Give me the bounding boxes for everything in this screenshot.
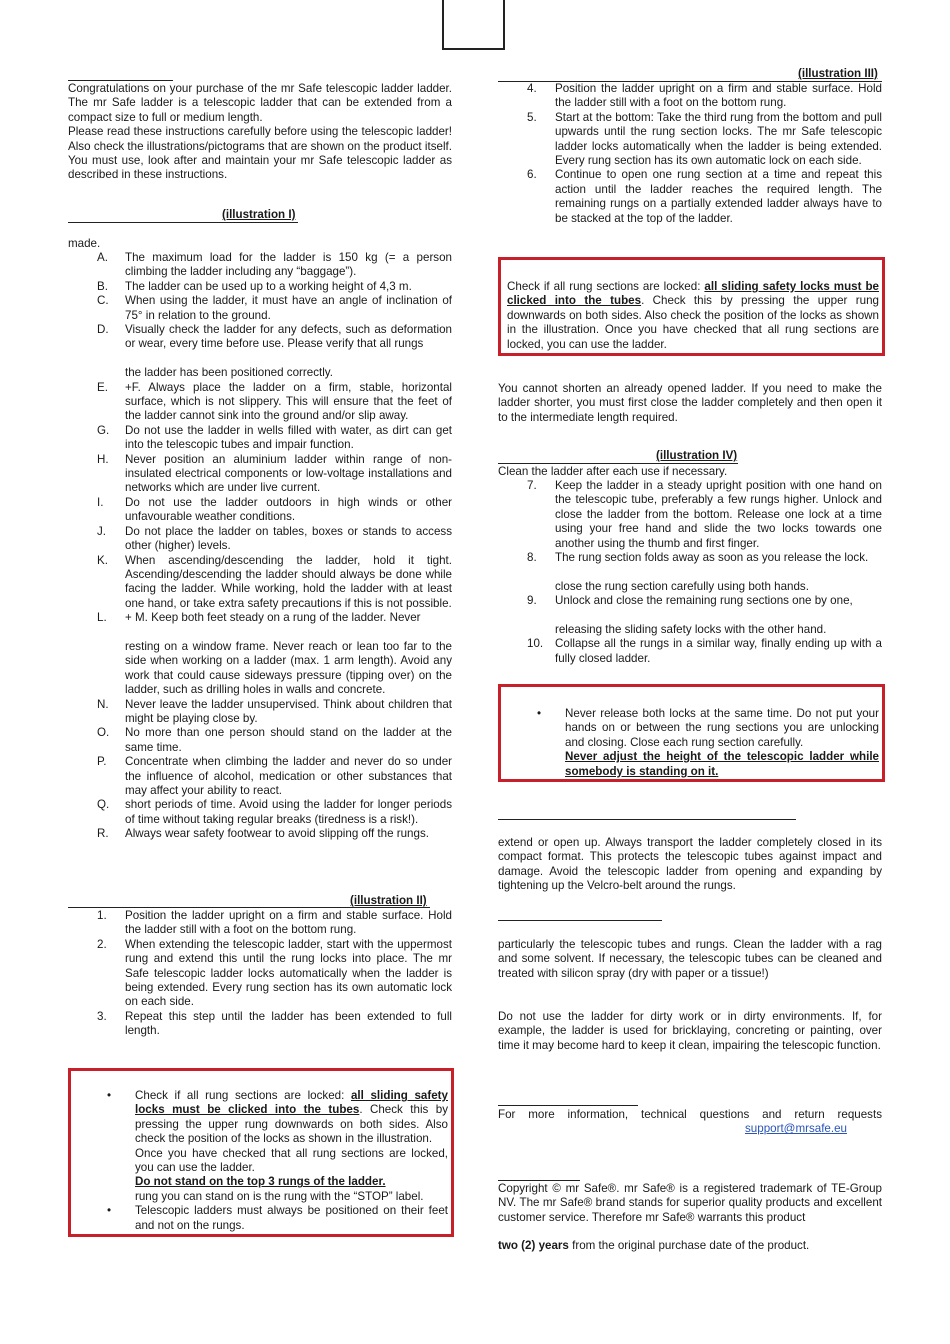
list-item-text: Position the ladder upright on a firm and stable surface. Hold the ladder still with a foot on the bottom rung. — [125, 909, 452, 937]
section-rule — [68, 80, 173, 81]
safety-item — [68, 611, 452, 625]
transport-text: extend or open up. Always transport the ladder completely closed in its compact format. This protects the telescopic tubes against impact and damage. Avoid the telescopic ladder from opening and expanding by tightening up the Velcro-belt around the rungs. — [498, 836, 882, 893]
list-marker: 6. — [527, 168, 537, 182]
list-item-text: resting on a window frame. Never reach or lean too far to the side when working on a ladder (max. 1 arm length). Avoid any work that could cause sideways pressure (tipping over) on the ladder, such as drilling holes in walls and concrete. — [125, 639, 452, 697]
list-item-text: When extending the telescopic ladder, start with the uppermost rung and extend this until the rung locks into place. The mr Safe telescopic ladder locks automatically when the ladder is being extended. Every rung section has its own automatic lock on each side. — [125, 937, 452, 1009]
list-marker: L. — [97, 611, 107, 625]
intro-text — [68, 82, 452, 183]
list-item-text: Repeat this step until the ladder has been extended to full length. — [125, 1009, 452, 1038]
safety-item — [68, 726, 452, 755]
warning-box — [68, 1068, 454, 1237]
list-item-text: Continue to open one rung section at a time and repeat this action until the ladder reaches the required length. The remaining rungs on a partially extended ladder always have to be stacked at the top of the ladder. — [555, 168, 882, 225]
section-rule — [498, 1105, 638, 1106]
safety-item — [68, 525, 452, 554]
warranty-text: two (2) years from the original purchase date of the product. — [498, 1239, 810, 1252]
intro-paragraph: Please read these instructions carefully before using the telescopic ladder! Also check the illustrations/pictograms that are shown on the product itself. You must use, look after and maintain your mr Safe telescopic ladder as described in these instructions. — [68, 125, 452, 182]
list-marker: 5. — [527, 110, 537, 124]
step-item — [498, 82, 882, 111]
safety-item — [68, 827, 452, 841]
bullet-icon: • — [107, 1089, 112, 1102]
dirty-work-text: Do not use the ladder for dirty work or in dirty environments. If, for example, the ladder is used for bricklaying, concreting or painting, over time it may become hard to keep it clean, impairing the telescopic function. — [498, 1010, 882, 1052]
warranty-period: two (2) years — [498, 1239, 569, 1252]
safety-item — [68, 352, 452, 366]
warning-bullet: • Telescopic ladders must always be positioned on their feet and not on the rungs. — [107, 1204, 448, 1232]
warning-emphasis: all sliding safety locks must be clicked into the tubes — [135, 1089, 448, 1117]
list-item-text: Keep the ladder in a steady upright position with one hand on the telescopic tube, preferably a few rungs higher. Unlock and close the ladder from the bottom. Release one lock at a time using your free hand and slide the two locks towards one another using the thumb and first finger. — [555, 479, 882, 550]
list-item-text: short periods of time. Avoid using the ladder for longer periods of time without taking regular breaks (tiredness is a risk!). — [125, 798, 452, 826]
maintenance-text: particularly the telescopic tubes and rungs. Clean the ladder with a rag and some solvent. If necessary, the telescopic tubes can be cleaned and treated with silicon spray (dry with paper or a tissue!) — [498, 938, 882, 980]
close-steps-list — [498, 479, 882, 666]
safety-item — [68, 251, 452, 280]
list-item-text: Do not use the ladder outdoors in high winds or other unfavourable weather conditions. — [125, 495, 452, 524]
list-item-text: When using the ladder, it must have an angle of inclination of 75° in relation to the ground. — [125, 294, 452, 322]
list-marker: 3. — [97, 1009, 107, 1023]
list-marker: P. — [97, 755, 107, 769]
warning-line: Once you have checked that all rung sections are locked, you can use the ladder. — [135, 1146, 448, 1175]
list-marker: A. — [97, 251, 108, 264]
warning-emphasis: Never adjust the height of the telescopic ladder while somebody is standing on it. — [565, 750, 879, 778]
extend-steps-list-b — [498, 82, 882, 226]
list-item-text: + M. Keep both feet steady on a rung of the ladder. Never — [125, 611, 421, 625]
illustration-label: (illustration IV) — [656, 449, 738, 462]
list-item-text: Never leave the ladder unsupervised. Think about children that might be playing close by. — [125, 697, 452, 725]
list-item-text: Position the ladder upright on a firm and stable surface. Hold the ladder still with a foot on the bottom rung. — [555, 82, 882, 110]
intro-paragraph: Congratulations on your purchase of the mr Safe telescopic ladder ladder. The mr Safe ladder is a telescopic ladder that can be extended from a compact size to full or medium length. — [68, 82, 452, 124]
safety-item — [68, 381, 452, 424]
step-item — [498, 565, 882, 579]
list-marker: Q. — [97, 798, 110, 812]
step-item — [68, 938, 452, 1010]
list-item-text: The ladder can be used up to a working height of 4,3 m. — [125, 279, 412, 293]
step-item — [68, 1010, 452, 1039]
warning-box: Check if all rung sections are locked: all sliding safety locks must be clicked into the tubes. Check this by pressing the upper rung downwards on both sides. Also check the position of the locks as shown in the illustration. Once you have checked that all rung sections are locked, you can use the ladder. — [498, 257, 885, 356]
page-number-box — [442, 0, 505, 50]
list-item-text: Do not place the ladder on tables, boxes or stands to access other (higher) levels. — [125, 524, 452, 553]
extend-steps-list — [68, 909, 452, 1039]
safety-item — [68, 798, 452, 827]
copyright-text: Copyright © mr Safe®. mr Safe® is a registered trademark of TE-Group NV. The mr Safe® brand stands for superior quality products and excellent customer service. Therefore mr Safe® warrants this product — [498, 1182, 882, 1224]
list-marker: J. — [97, 524, 107, 538]
step-item — [498, 551, 882, 565]
section-rule — [498, 1180, 580, 1181]
warning-emphasis: all sliding safety locks must be clicked into the tubes — [507, 280, 879, 308]
list-marker: H. — [97, 452, 109, 466]
safety-item — [68, 626, 452, 640]
list-item-text: Visually check the ladder for any defects, such as deformation or wear, every time before use. Please verify that all rungs — [125, 323, 452, 351]
list-marker: 9. — [527, 594, 537, 608]
safety-item — [68, 755, 452, 798]
safety-item — [68, 323, 452, 352]
list-item-text: Always wear safety footwear to avoid slipping off the rungs. — [125, 827, 429, 841]
warning-line: rung you can stand on is the rung with the “STOP” label. — [135, 1189, 424, 1203]
list-item-text: The maximum load for the ladder is 150 kg (= a person climbing the ladder including any “baggage”). — [125, 251, 452, 279]
bullet-icon: • — [537, 707, 542, 720]
list-item-text: Never position an aluminium ladder within range of non-insulated electrical components or low-voltage installations and networks which are under live current. — [125, 452, 452, 495]
list-item-text: Do not use the ladder in wells filled with water, as dirt can get into the telescopic tubes and impair function. — [125, 423, 452, 452]
safety-item — [68, 698, 452, 727]
list-marker: I. — [97, 495, 104, 509]
support-email-link[interactable]: support@mrsafe.eu — [745, 1122, 847, 1136]
list-item-text: Unlock and close the remaining rung sections one by one, — [555, 594, 853, 608]
list-marker: D. — [97, 323, 109, 337]
made-text: made. — [68, 237, 101, 250]
safety-item — [68, 424, 452, 453]
safety-item — [68, 294, 452, 323]
step-item — [498, 479, 882, 551]
shorten-text: You cannot shorten an already opened ladder. If you need to make the ladder shorter, you must first close the ladder completely and then open it to the intermediate length required. — [498, 382, 882, 424]
section-rule — [498, 819, 796, 820]
illustration-label: (illustration I) — [222, 208, 296, 221]
illustration-label: (illustration III) — [798, 67, 878, 80]
safety-item — [68, 640, 452, 698]
safety-item — [68, 453, 452, 496]
list-marker: N. — [97, 697, 109, 711]
step-item — [498, 609, 882, 623]
clean-note: Clean the ladder after each use if necessary. — [498, 465, 728, 478]
warning-emphasis: Do not stand on the top 3 rungs of the ladder. — [135, 1175, 386, 1189]
step-item — [498, 580, 882, 594]
step-item — [68, 909, 452, 938]
contact-text — [498, 1108, 882, 1137]
safety-item — [68, 366, 452, 380]
safety-item — [68, 280, 452, 294]
list-marker: G. — [97, 423, 110, 437]
warning-box — [498, 684, 885, 782]
list-marker: 2. — [97, 937, 107, 951]
safety-item — [68, 554, 452, 612]
list-marker: E. — [97, 380, 108, 394]
bullet-icon: • — [107, 1204, 112, 1218]
step-item — [498, 111, 882, 169]
step-item — [498, 594, 882, 608]
step-item — [498, 168, 882, 226]
list-marker: C. — [97, 294, 109, 308]
list-marker: 8. — [527, 551, 537, 565]
list-item-text: The rung section folds away as soon as you release the lock. — [555, 551, 869, 565]
list-item-text: Concentrate when climbing the ladder and never do so under the influence of alcohol, medication or other substances that may affect your ability to react. — [125, 755, 452, 797]
list-item-text: close the rung section carefully using both hands. — [555, 579, 809, 593]
warning-bullet: • Never release both locks at the same time. Do not put your hands on or between the rung sections you are unlocking and closing. Close each rung section carefully. Never adjust the height of the telescopic ladder while somebody is standing on it. — [537, 707, 879, 778]
contact-line: For more information, technical questions and return requests — [498, 1108, 882, 1121]
list-marker: O. — [97, 726, 110, 740]
list-marker: K. — [97, 553, 108, 567]
step-item — [498, 637, 882, 666]
list-item-text: Start at the bottom: Take the third rung from the bottom and pull upwards until the rung section locks. The mr Safe telescopic ladder locks automatically when the ladder is being extended. Every rung section has its own automatic lock on each side. — [555, 110, 882, 168]
list-item-text: No more than one person should stand on the ladder at the same time. — [125, 726, 452, 754]
list-marker: B. — [97, 279, 108, 293]
safety-list — [68, 251, 452, 842]
warning-bullet: • Check if all rung sections are locked: all sliding safety locks must be clicked into the tubes. Check this by pressing the upper rung downwards on both sides. Also check the position of the locks as shown in the illustration. Once you have checked that all rung sections are locked, you can use the ladder. Do not stand on the top 3 rungs of the ladder. rung you can stand on is the rung with the “STOP” label. — [107, 1089, 448, 1203]
illustration-label: (illustration II) — [350, 894, 427, 907]
list-item-text: Collapse all the rungs in a similar way, finally ending up with a fully closed ladder. — [555, 637, 882, 665]
list-marker: R. — [97, 827, 109, 841]
list-item-text: When ascending/descending the ladder, hold it tight. Ascending/descending the ladder should always be done while facing the ladder. While working, hold the ladder with at least one hand, or take extra safety precautions if this is not possible. — [125, 553, 452, 610]
section-rule — [498, 920, 662, 921]
list-marker: 7. — [527, 479, 537, 492]
list-marker: 1. — [97, 909, 107, 922]
list-item-text: +F. Always place the ladder on a firm, stable, horizontal surface, which is not slippery. This will ensure that the feet of the ladder cannot sink into the ground and/or slip away. — [125, 380, 452, 423]
list-item-text: the ladder has been positioned correctly. — [125, 366, 333, 380]
list-marker: 4. — [527, 82, 537, 95]
list-item-text: releasing the sliding safety locks with the other hand. — [555, 623, 827, 637]
safety-item — [68, 496, 452, 525]
step-item — [498, 623, 882, 637]
list-marker: 10. — [527, 637, 544, 651]
